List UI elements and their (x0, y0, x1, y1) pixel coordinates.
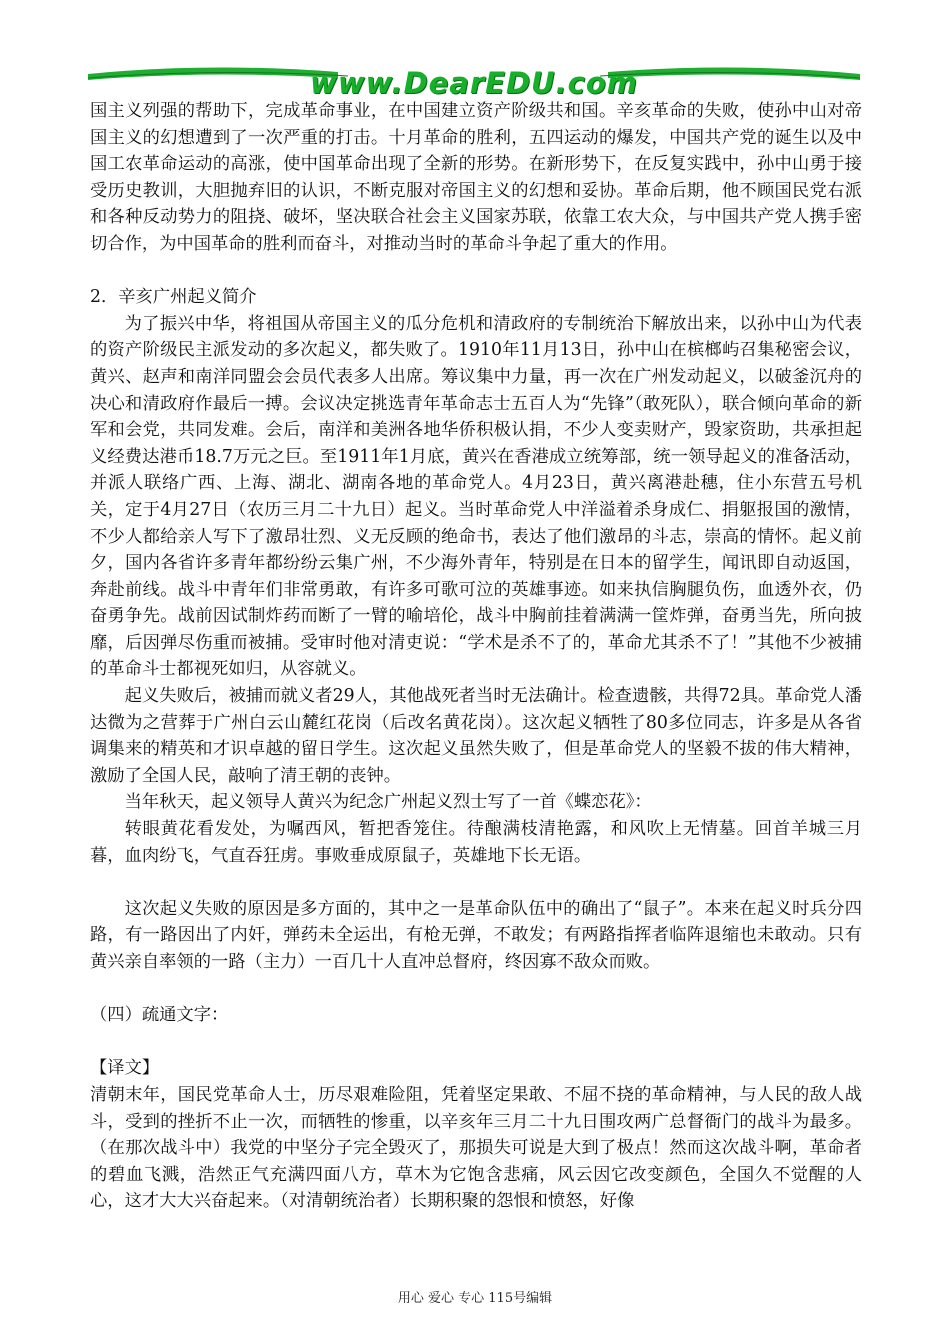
spacer (90, 1029, 862, 1056)
translation-heading: 【译文】 (90, 1058, 160, 1079)
site-header-banner (88, 56, 860, 100)
site-logo-text[interactable]: www.DearEDU.com (310, 66, 638, 100)
spacer (90, 976, 862, 1003)
paragraph-translation: 清朝末年，国民党革命人士，历尽艰难险阻，凭着坚定果敢、不屈不挠的革命精神，与人民的敌人战斗，受到的挫折不止一次，而牺牲的惨重，以辛亥年三月二十九日围攻两广总督衙门的战斗为最多。（在那次战斗中）我党的中坚分子完全毁灭了，那损失可说是大到了极点！然而这次战斗啊，革命者的碧血飞溅，浩然正气充满四面八方，草木为它饱含悲痛，风云因它改变颜色，全国久不觉醒的人心，这才大大兴奋起来。（对清朝统治者）长期积聚的怨恨和愤怒，好像 (90, 1084, 862, 1212)
paragraph-uprising-intro: 为了振兴中华，将祖国从帝国主义的瓜分危机和清政府的专制统治下解放出来，以孙中山为代表的资产阶级民主派发动的多次起义，都失败了。1910年11月13日，孙中山在槟榔屿召集秘密会议，黄兴、赵声和南洋同盟会会员代表多人出席。筹议集中力量，再一次在广州发动起义，以破釜沉舟的决心和清政府作最后一搏。会议决定挑选青年革命志士五百人为“先锋”（敢死队），联合倾向革命的新军和会党，共同发难。会后，南洋和美洲各地华侨积极认捐，不少人变卖财产，毁家资助，共承担起义经费达港币18.7万元之巨。至1911年1月底，黄兴在香港成立统筹部，统一领导起义的准备活动，并派人联络广西、上海、湖北、湖南各地的革命党人。4月23日，黄兴离港赴穗，住小东营五号机关，定于4月27日（农历三月二十九日）起义。当时革命党人中洋溢着杀身成仁、捐躯报国的激情，不少人都给亲人写下了激昂壮烈、义无反顾的绝命书，表达了他们激昂的斗志，崇高的情怀。起义前夕，国内各省许多青年都纷纷云集广州，不少海外青年，特别是在日本的留学生，闻讯即自动返国，奔赴前线。战斗中青年们非常勇敢，有许多可歌可泣的英雄事迹。如来执信胸腿负伤，血透外衣，仍奋勇争先。战前因试制炸药而断了一臂的喻培伦，战斗中胸前挂着满满一筐炸弹，奋勇当先，所向披靡，后因弹尽伤重而被捕。受审时他对清吏说：“学术是杀不了的，革命尤其杀不了！”其他不少被捕的革命斗士都视死如归，从容就义。 (90, 313, 862, 680)
paragraph-continuation: 国主义列强的帮助下，完成革命事业，在中国建立资产阶级共和国。辛亥革命的失败，使孙中山对帝国主义的幻想遭到了一次严重的打击。十月革命的胜利，五四运动的爆发，中国共产党的诞生以及中国工农革命运动的高涨，使中国革命出现了全新的形势。在新形势下，在反复实践中，孙中山勇于接受历史教训，大胆抛弃旧的认识，不断克服对帝国主义的幻想和妥协。革命后期，他不顾国民党右派和各种反动势力的阻挠、破坏，坚决联合社会主义国家苏联，依靠工农大众，与中国共产党人携手密切合作，为中国革命的胜利而奋斗，对推动当时的革命斗争起了重大的作用。 (90, 101, 862, 254)
paragraph-aftermath: 起义失败后，被捕而就义者29人，其他战死者当时无法确计。检查遗骸，共得72具。革命党人潘达微为之营葬于广州白云山麓红花岗（后改名黄花岗）。这次起义牺牲了80多位同志，许多是从各省调集来的精英和才识卓越的留日学生。这次起义虽然失败了，但是革命党人的坚毅不拔的伟大精神，激励了全国人民，敲响了清王朝的丧钟。 (90, 686, 862, 786)
section-heading-explanation: （四）疏通文字： (90, 1005, 229, 1026)
paragraph-poem-intro: 当年秋天，起义领导人黄兴为纪念广州起义烈士写了一首《蝶恋花》： (124, 792, 652, 813)
spacer (90, 869, 862, 896)
section-heading-guangzhou-uprising: 2．辛亥广州起义简介 (90, 287, 257, 308)
spacer (90, 258, 862, 285)
document-body (90, 98, 862, 1215)
page-footer: 用心 爱心 专心 115号编辑 (397, 1291, 553, 1306)
paragraph-failure-reasons: 这次起义失败的原因是多方面的，其中之一是革命队伍中的确出了“鼠子”。本来在起义时兵分四路，有一路因出了内奸，弹药未全运出，有枪无弹，不敢发；有两路指挥者临阵退缩也未敢动。只有黄兴亲自率领的一路（主力）一百几十人直冲总督府，终因寡不敌众而败。 (90, 898, 862, 972)
paragraph-poem: 转眼黄花看发处，为嘱西风，暂把香笼住。待酿满枝清艳露，和风吹上无情墓。回首羊城三月暮，血肉纷飞，气直吞狂虏。事败垂成原鼠子，英雄地下长无语。 (90, 819, 862, 866)
